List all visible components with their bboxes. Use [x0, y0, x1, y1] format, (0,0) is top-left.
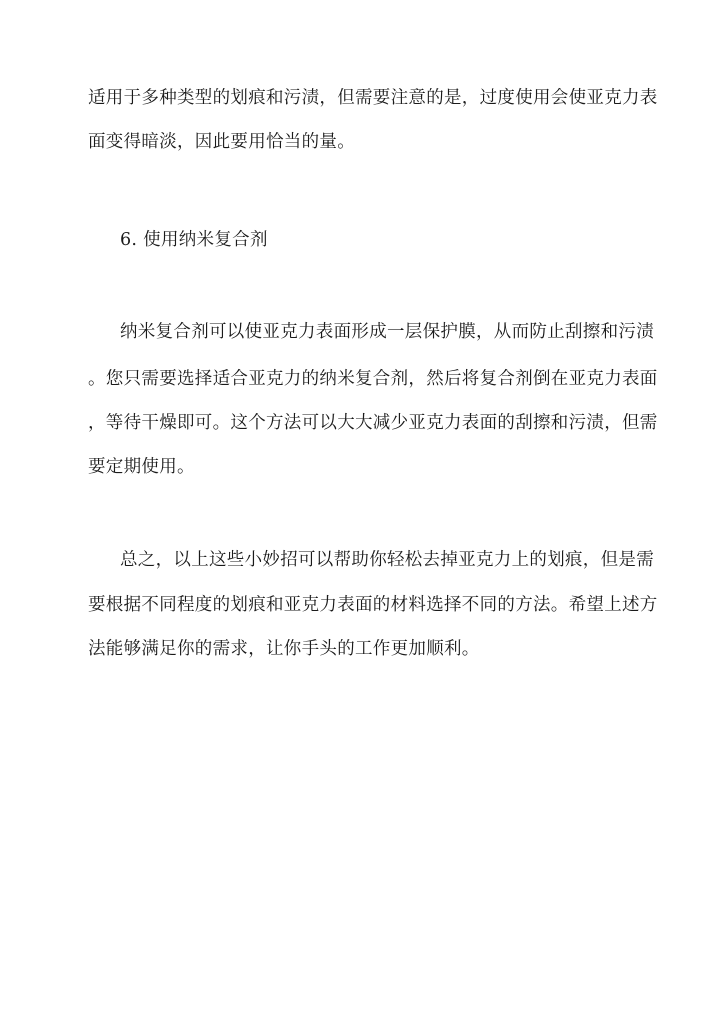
intro-paragraph-line-1: 适用于多种类型的划痕和污渍，但需要注意的是，过度使用会使亚克力表: [88, 88, 658, 108]
nano-paragraph-line-1: 纳米复合剂可以使亚克力表面形成一层保护膜，从而防止刮擦和污渍: [120, 322, 654, 342]
section-heading: 6. 使用纳米复合剂: [120, 230, 268, 250]
summary-paragraph-line-2: 要根据不同程度的划痕和亚克力表面的材料选择不同的方法。希望上述方: [88, 595, 658, 615]
nano-paragraph-line-2: 。您只需要选择适合亚克力的纳米复合剂，然后将复合剂倒在亚克力表面: [88, 369, 658, 389]
intro-paragraph-line-2: 面变得暗淡，因此要用恰当的量。: [88, 132, 355, 152]
nano-paragraph-line-3: ，等待干燥即可。这个方法可以大大减少亚克力表面的刮擦和污渍，但需: [88, 413, 658, 433]
nano-paragraph-line-4: 要定期使用。: [88, 457, 195, 477]
summary-paragraph-line-1: 总之，以上这些小妙招可以帮助你轻松去掉亚克力上的划痕，但是需: [120, 550, 654, 570]
summary-paragraph-line-3: 法能够满足你的需求，让你手头的工作更加顺利。: [88, 639, 480, 659]
